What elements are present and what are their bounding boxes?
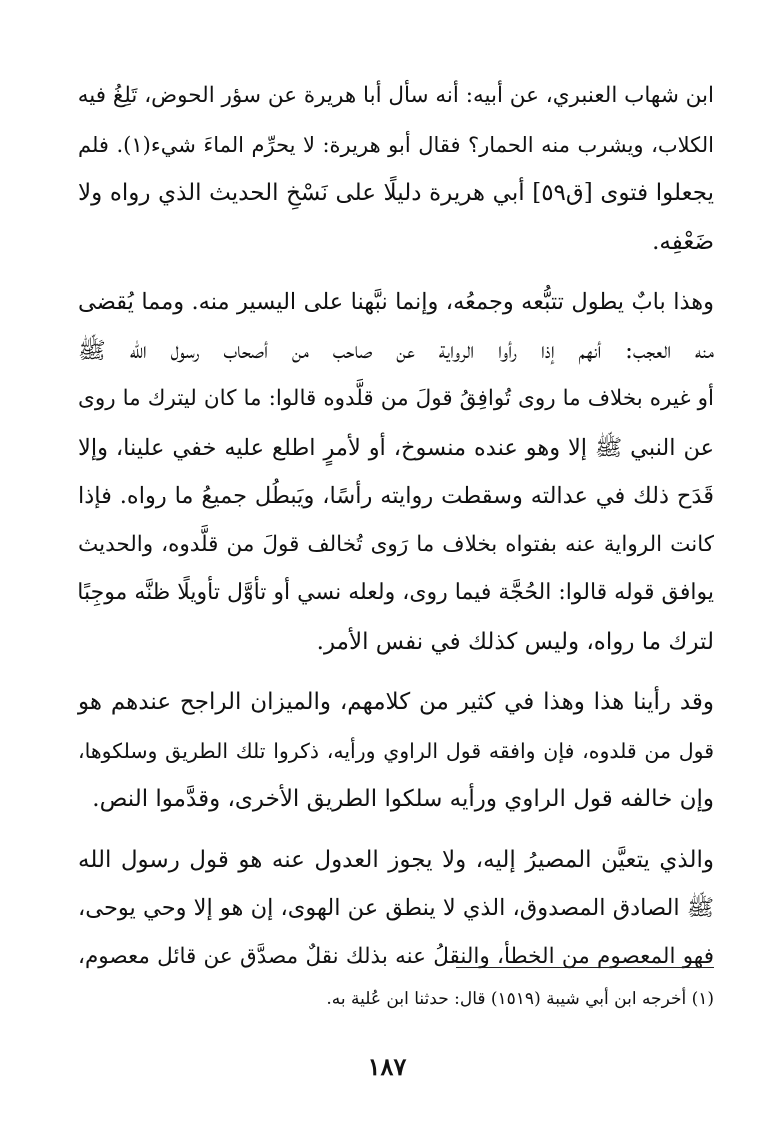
text-line: يجعلوا فتوى [ق٥٩] أبي هريرة دليلًا على نَسْخِ الحديث الذي رواه ولا [78,180,714,206]
main-text [78,72,714,993]
text-line: والذي يتعيَّن المصيرُ إليه، ولا يجوز العدول عنه هو قول رسول الله [78,846,714,873]
text-line: لترك ما رواه، وليس كذلك في نفس الأمر. [316,628,714,655]
text-line: قول من قلدوه، فإن وافقه قول الراوي ورأيه، ذكروا تلك الطريق وسلكوها، [78,738,714,763]
text-line: أو غيره بخلاف ما روى تُوافِقُ قولَ من قلَّدوه قالوا: ما كان ليترك ما روى [78,386,714,411]
text-line: منه العجب: أنهم إذا رأوا الرواية عن صاحب من أصحاب رسول الله ﷺ [78,337,714,364]
text-line: يوافق قوله قالوا: الحُجَّة فيما روى، ولعله نسي أو تأوَّل تأويلًا ظنَّه موجِبًا [77,580,714,605]
text-line: ضَعْفِه. [652,228,714,255]
text-line: وإن خالفه قول الراوي ورأيه سلكوا الطريق الأخرى، وقدَّموا النص. [92,786,714,812]
paragraph-3 [78,678,714,824]
text-line: قَدَح ذلك في عدالته وسقطت روايته رأسًا، ويَبطُل جميعُ ما رواه. فإذا [78,483,714,509]
footnote: (١) أخرجه ابن أبي شيبة (١٥١٩) قال: حدثنا ابن عُلية به. [326,989,714,1009]
text-line: وقد رأينا هذا وهذا في كثير من كلامهم، والميزان الراجح عندهم هو [78,689,714,715]
text-line: وهذا بابٌ يطول تتبُّعه وجمعُه، وإنما نبَّهنا على اليسير منه. ومما يُقضى [78,289,714,315]
text-line: كانت الرواية عنه بفتواه بخلاف ما رَوى تُخالف قولَ من قلَّدوه، والحديث [78,531,714,557]
footnote-divider [456,967,714,968]
paragraph-1 [78,72,714,266]
paragraph-2 [78,278,714,666]
text-line: ابن شهاب العنبري، عن أبيه: أنه سأل أبا هريرة عن سؤر الحوض، تَلِغُ فيه [77,83,714,108]
text-line: ﷺ الصادق المصدوق، الذي لا ينطق عن الهوى، إن هو إلا وحي يوحى، [78,895,714,921]
paragraph-4 [78,836,714,982]
text-line: فهو المعصوم من الخطأ، والنقلُ عنه بذلك نقلٌ مصدَّق عن قائل معصوم، [78,943,714,969]
text-line: عن النبي ﷺ إلا وهو عنده منسوخ، أو لأمرٍ اطلع عليه خفي علينا، وإلا [78,434,714,461]
page-number: ١٨٧ [367,1052,407,1081]
text-line: الكلاب، ويشرب منه الحمار؟ فقال أبو هريرة: لا يحرِّم الماءَ شيء(١). فلم [78,132,714,157]
